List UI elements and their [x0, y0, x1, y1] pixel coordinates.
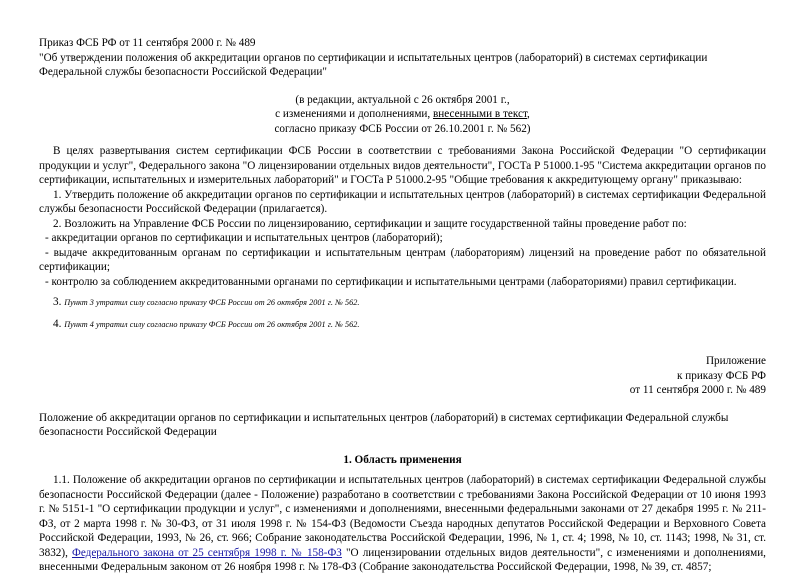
- appendix-line3: от 11 сентября 2000 г. № 489: [629, 384, 766, 396]
- edition-line2-suffix: ,: [527, 108, 530, 120]
- paragraph-1-1-text-a: 1.1. Положение об аккредитации органов по сертификации и испытательных центров (лабораторий) в системах сертификации Федеральной службы безопасности Российской Федерации (далее - Положение) разработано в соответствии с требованиями Закона Российской Федерации от 10 июня 1993 г. № 5151-1 "О сертификации продукции и услуг", с изменениями и дополнениями, внесенными федеральными законами от 27 декабря 1995 г. № 211-ФЗ, от 2 марта 1998 г. № 30-ФЗ, от 31 июля 1998 г. № 154-ФЗ (Ведомости Съезда народных депутатов Российской Федерации и Верховного Совета Российской Федерации, 1993, № 26, ст. 966; Собрание законодательства Российской Федерации, 1996, № 1, ст. 4; 1998, № 10, ст. 1143; 1998, № 31, ст. 3832),: [39, 474, 766, 559]
- edition-block: [39, 93, 766, 137]
- spacer: [39, 398, 766, 411]
- order-subtitle-line2: Федеральной службы безопасности Российской Федерации": [39, 66, 327, 78]
- appendix-block: [39, 354, 766, 398]
- appendix-line1: Приложение: [705, 355, 766, 367]
- item-2-dash-1: - аккредитации органов по сертификации и испытательных центров (лабораторий);: [45, 232, 443, 244]
- edition-changes-link[interactable]: внесенными в текст: [432, 108, 528, 120]
- intro-paragraph: В целях развертывания систем сертификации ФСБ России в соответствии с требованиями Закона Российской Федерации "О сертификации продукции и услуг", Федерального закона "О лицензировании отдельных видов деятельности", ГОСТа Р 51000.1-95 "Система аккредитации органов по сертификации, испытательных и измерительных лабораторий" и ГОСТа Р 51000.2-95 "Общие требования к аккредитующему органу" приказываю:: [39, 145, 766, 186]
- edition-line2-prefix: с изменениями и дополнениями,: [275, 108, 433, 120]
- item-4: [39, 317, 766, 333]
- item-4-number: 4.: [53, 317, 62, 330]
- order-title: Приказ ФСБ РФ от 11 сентября 2000 г. № 489: [39, 37, 256, 49]
- spacer: [39, 440, 766, 453]
- federal-law-158-link[interactable]: Федерального закона от 25 сентября 1998 г. № 158-ФЗ: [71, 546, 342, 559]
- document-page: [39, 36, 766, 575]
- spacer: [39, 136, 766, 144]
- section-heading: 1. Область применения: [343, 453, 462, 466]
- appendix-line2: к приказу ФСБ РФ: [677, 369, 766, 382]
- order-subtitle-line1: "Об утверждении положения об аккредитации органов по сертификации и испытательных центров (лабораторий) в системах сертификации: [39, 51, 708, 64]
- item-3-number: 3.: [53, 296, 62, 308]
- paragraph-1-1: [39, 473, 766, 575]
- item-2-dash-3: - контролю за соблюдением аккредитованными органами по сертификации и испытательными центрами (лабораториями) правил сертификации.: [45, 275, 737, 288]
- item-2: 2. Возложить на Управление ФСБ России по лицензированию, сертификации и защите государственной тайны проведение работ по:: [53, 217, 687, 230]
- item-3-repealed-note: Пункт 3 утратил силу согласно приказу ФСБ России от 26 октября 2001 г. № 562.: [64, 298, 360, 307]
- item-1: 1. Утвердить положение об аккредитации органов по сертификации и испытательных центров (лабораторий) в системах сертификации Федеральной службы безопасности Российской Федерации (прилагается).: [39, 188, 766, 215]
- item-3: [39, 295, 766, 311]
- regulation-title: Положение об аккредитации органов по сертификации и испытательных центров (лабораторий) в системах сертификации Федеральной службы безопасности Российской Федерации: [39, 411, 729, 438]
- edition-line1: (в редакции, актуальной с 26 октября 2001 г.,: [295, 93, 510, 106]
- paragraph-1-1-text-b: "О лицензировании отдельных видов деятельности", с изменениями и дополнениями, внесенными Федеральным законом от 26 ноября 1998 г. № 178-ФЗ (Собрание законодательства Российской Федерации, 1998, № 39, ст. 4857;: [39, 546, 766, 573]
- item-2-dash-2: - выдаче аккредитованным органам по сертификации и испытательным центрам (лабораториям) лицензий на проведение работ по обязательной сертификации;: [39, 246, 766, 273]
- edition-line2: [39, 107, 766, 122]
- edition-line3: согласно приказу ФСБ России от 26.10.2001 г. № 562): [274, 122, 531, 135]
- item-4-repealed-note: Пункт 4 утратил силу согласно приказу ФСБ России от 26 октября 2001 г. № 562.: [64, 319, 360, 329]
- spacer: [39, 332, 766, 354]
- spacer: [39, 80, 766, 93]
